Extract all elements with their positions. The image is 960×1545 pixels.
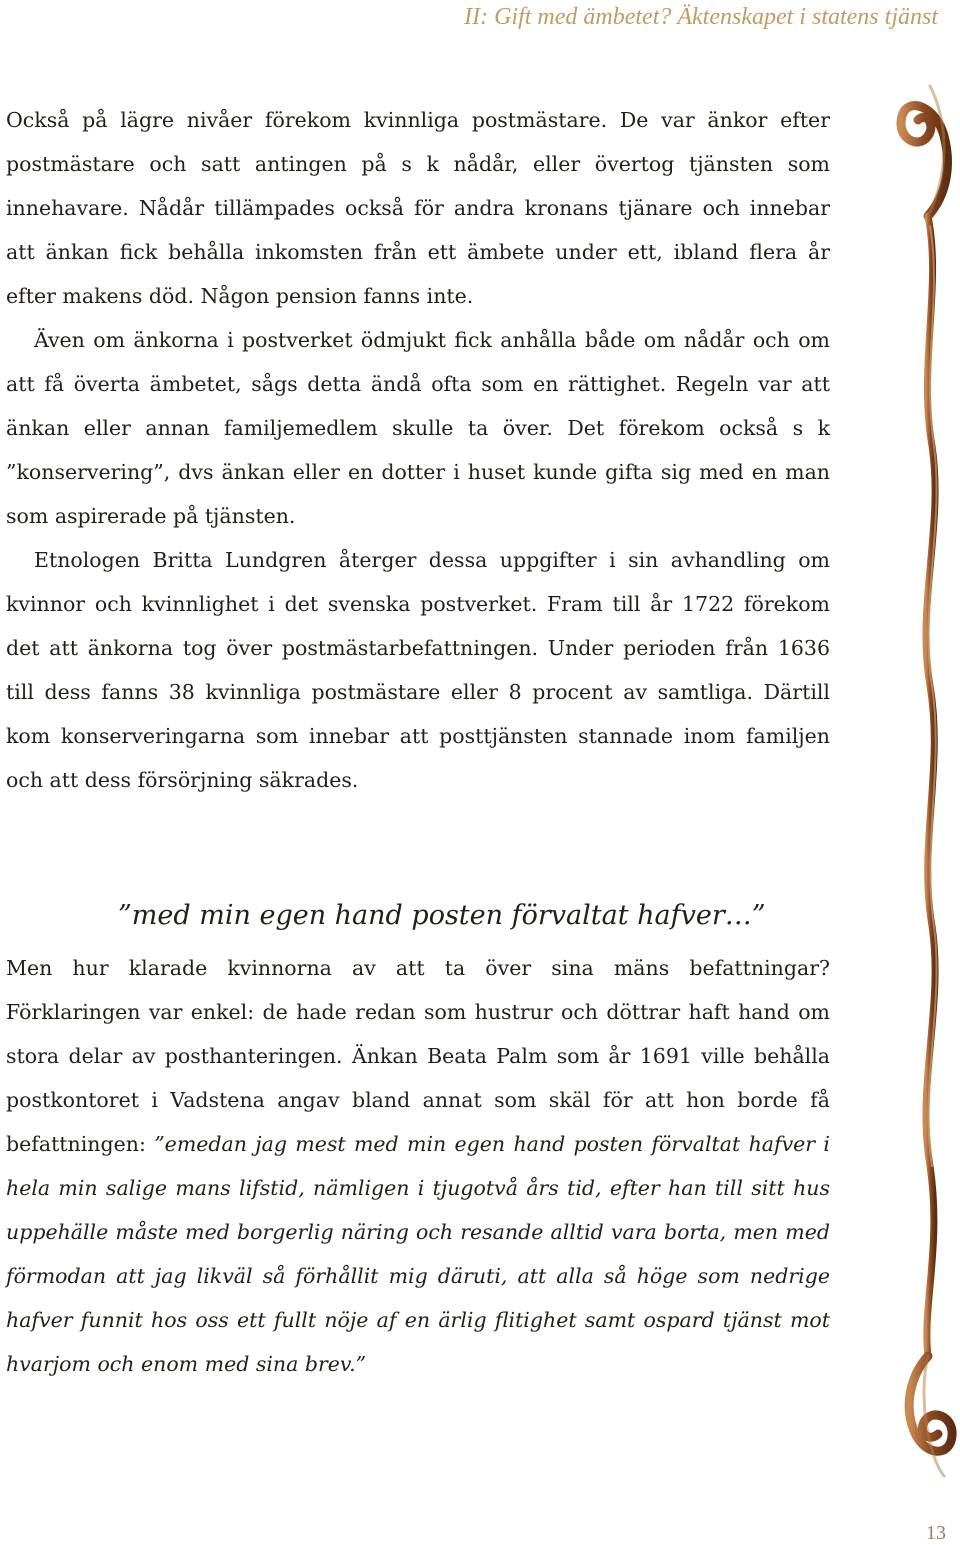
paragraph-2: Även om änkorna i postverket ödmjukt fick anhålla både om nådår och om att få överta ämbetet, sågs detta ändå ofta som en rättighet. Regeln var att änkan eller annan familjemedlem skulle ta över. Det förekom också s k ”konservering”, dvs änkan eller en dotter i huset kunde gifta sig med en man som aspirerade på tjänsten.	[6, 328, 830, 528]
quotation: ”emedan jag mest med min egen hand posten förvaltat hafver i hela min salige mans lifstid, nämligen i tjugotvå års tid, efter han till sitt hus uppehälle måste med borgerlig näring och resande alltid vara borta, men med förmodan att jag likväl så förhållit mig däruti, att alla så höge som nedrige hafver funnit hos oss ett fullt nöje af en ärlig flitighet samt ospard tjänst mot hvarjom och enom med sina brev.”	[6, 1132, 830, 1376]
paragraph-3: Etnologen Britta Lundgren återger dessa uppgifter i sin avhandling om kvinnor och kvinnlighet i det svenska postverket. Fram till år 1722 förekom det att änkorna tog över postmästarbefattningen. Under perioden från 1636 till dess fanns 38 kvinnliga postmästare eller 8 procent av samtliga. Därtill kom konserveringarna som innebar att posttjänsten stannade inom familjen och att dess försörjning säkrades.	[6, 548, 830, 792]
page-number: 13	[926, 1522, 946, 1544]
main-text	[6, 98, 830, 1386]
spiral-vine-border-icon	[888, 66, 960, 1486]
section-heading: ”med min egen hand posten förvaltat hafver…”	[118, 900, 766, 931]
paragraph-4	[6, 946, 830, 1386]
running-header: II: Gift med ämbetet? Äktenskapet i statens tjänst	[464, 4, 938, 30]
paragraph-1: Också på lägre nivåer förekom kvinnliga postmästare. De var änkor efter postmästare och satt antingen på s k nådår, eller övertog tjänsten som innehavare. Nådår tillämpades också för andra kronans tjänare och innebar att änkan fick behålla inkomsten från ett ämbete under ett, ibland flera år efter makens död. Någon pension fanns inte.	[6, 108, 830, 308]
paragraph-4-text: Men hur klarade kvinnorna av att ta över sina mäns befattningar? Förklaringen var enkel: de hade redan som hustrur och döttrar haft hand om stora delar av posthanteringen. Änkan Beata Palm som år 1691 ville behålla postkontoret i Vadstena angav bland annat som skäl för att hon borde få befattningen:	[6, 956, 830, 1156]
